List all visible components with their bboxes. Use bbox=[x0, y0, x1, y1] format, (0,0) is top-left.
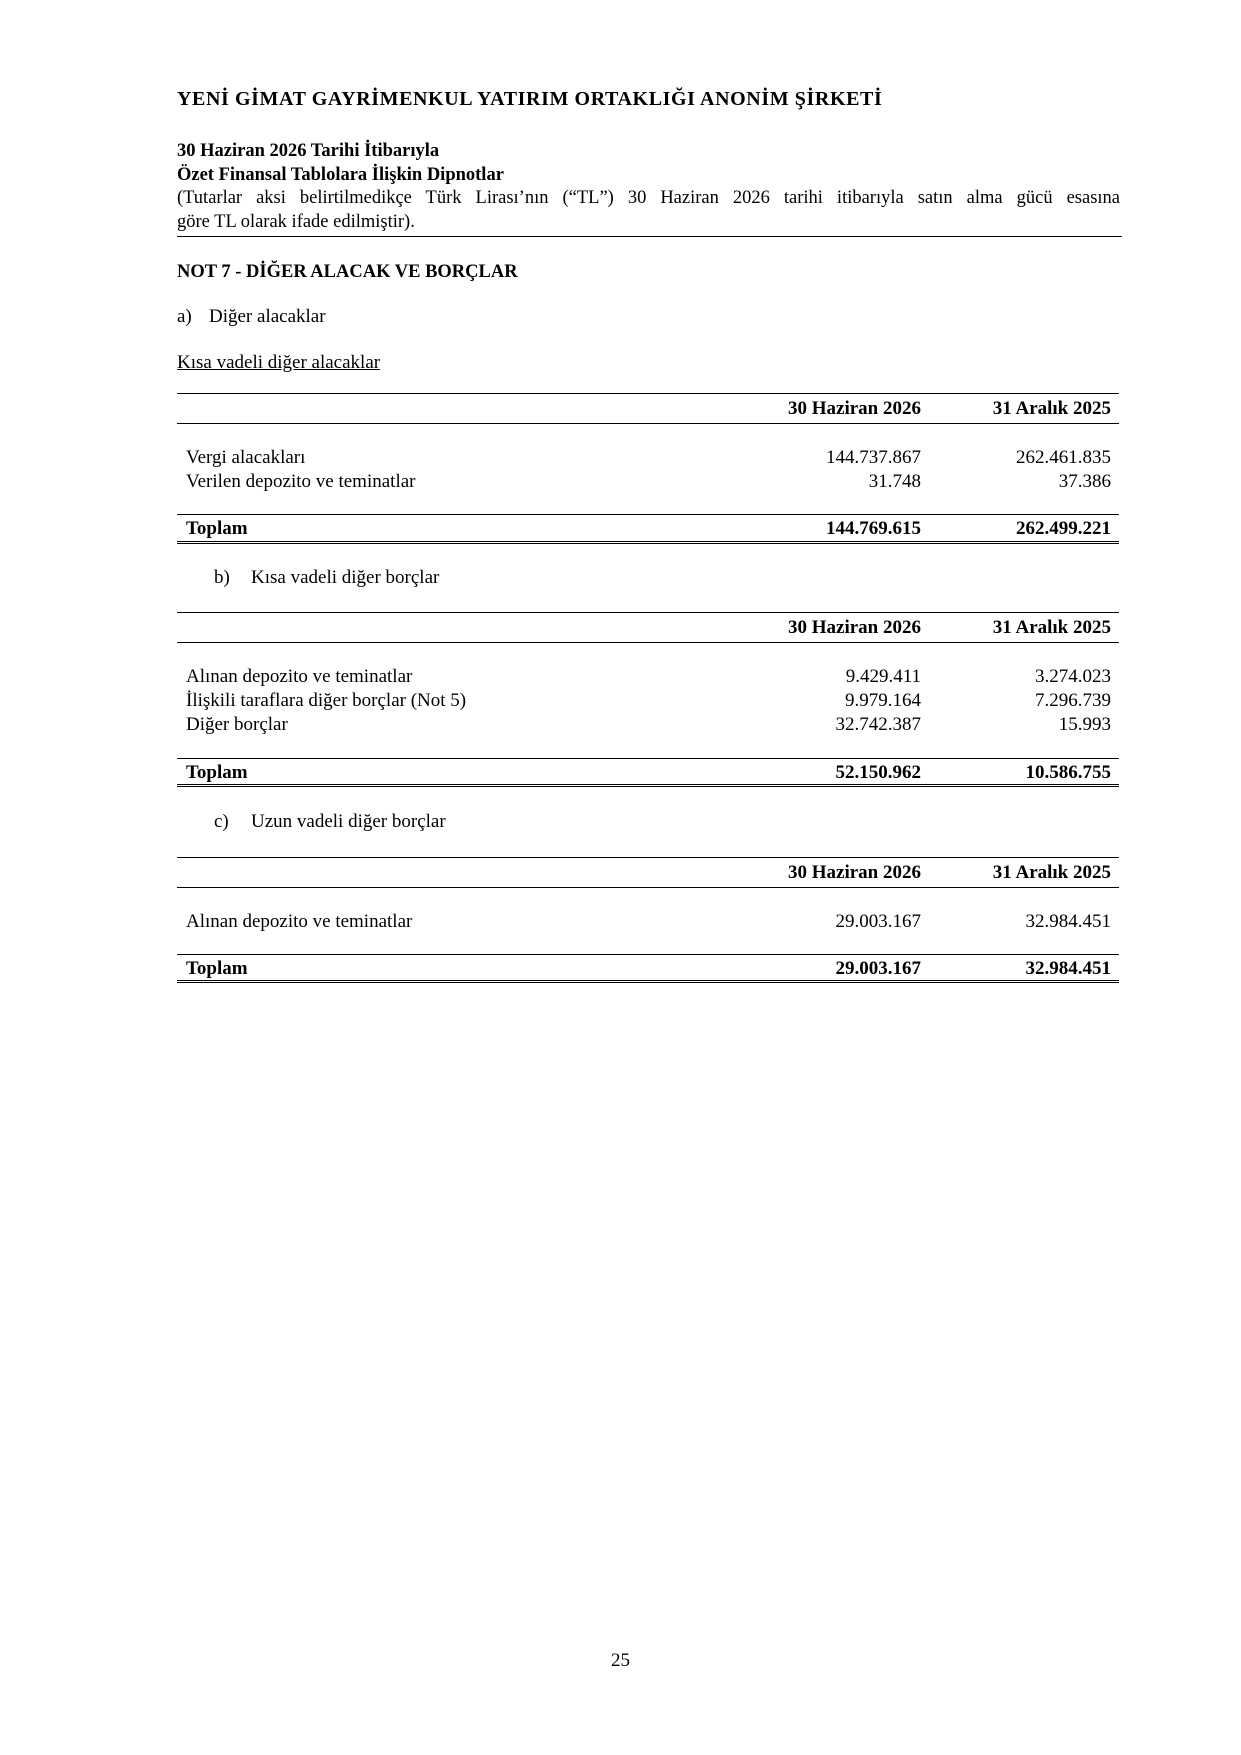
report-date-line: 30 Haziran 2026 Tarihi İtibarıyla bbox=[177, 141, 440, 161]
total-double-rule bbox=[177, 784, 1119, 787]
currency-note-line-2: göre TL olarak ifade edilmiştir). bbox=[177, 212, 415, 232]
row-value-prior: 37.386 bbox=[1058, 471, 1111, 492]
row-value-current: 32.742.387 bbox=[835, 714, 921, 735]
table-top-rule bbox=[177, 393, 1119, 394]
table-header-rule bbox=[177, 642, 1119, 643]
row-label: Vergi alacakları bbox=[186, 447, 306, 468]
total-value-prior: 10.586.755 bbox=[1025, 762, 1111, 783]
column-header-prior: 31 Aralık 2025 bbox=[992, 398, 1111, 419]
table-short-term-other-receivables bbox=[177, 393, 1119, 543]
row-value-current: 29.003.167 bbox=[835, 911, 921, 932]
column-header-prior: 31 Aralık 2025 bbox=[992, 862, 1111, 883]
total-top-rule bbox=[177, 954, 1119, 955]
total-label: Toplam bbox=[186, 518, 248, 539]
total-value-prior: 262.499.221 bbox=[1016, 518, 1111, 539]
total-top-rule bbox=[177, 758, 1119, 759]
column-header-current: 30 Haziran 2026 bbox=[788, 617, 921, 638]
row-value-current: 9.429.411 bbox=[845, 666, 921, 687]
section-a-letter: a) bbox=[177, 306, 192, 327]
section-b-title: Kısa vadeli diğer borçlar bbox=[251, 567, 440, 588]
total-value-current: 52.150.962 bbox=[835, 762, 921, 783]
currency-note-line-1: (Tutarlar aksi belirtilmedikçe Türk Lirası’nın (“TL”) 30 Haziran 2026 tarihi itibarıyla satın alma gücü esasına bbox=[177, 188, 1120, 208]
total-double-rule bbox=[177, 980, 1119, 983]
row-value-current: 144.737.867 bbox=[826, 447, 921, 468]
table-top-rule bbox=[177, 612, 1119, 613]
total-label: Toplam bbox=[186, 958, 248, 979]
column-header-current: 30 Haziran 2026 bbox=[788, 398, 921, 419]
row-label: Verilen depozito ve teminatlar bbox=[186, 471, 416, 492]
section-b-letter: b) bbox=[214, 567, 230, 588]
table-header-rule bbox=[177, 887, 1119, 888]
report-subtitle: Özet Finansal Tablolara İlişkin Dipnotlar bbox=[177, 165, 504, 185]
row-value-prior: 15.993 bbox=[1058, 714, 1111, 735]
table-long-term-other-payables bbox=[177, 857, 1119, 987]
section-a-subtitle: Kısa vadeli diğer alacaklar bbox=[177, 352, 381, 373]
total-label: Toplam bbox=[186, 762, 248, 783]
total-top-rule bbox=[177, 514, 1119, 515]
section-a-title: Diğer alacaklar bbox=[209, 306, 326, 327]
row-value-current: 9.979.164 bbox=[845, 690, 921, 711]
row-label: Alınan depozito ve teminatlar bbox=[186, 666, 413, 687]
total-value-prior: 32.984.451 bbox=[1025, 958, 1111, 979]
total-value-current: 144.769.615 bbox=[826, 518, 921, 539]
row-value-current: 31.748 bbox=[868, 471, 921, 492]
row-value-prior: 3.274.023 bbox=[1035, 666, 1111, 687]
column-header-prior: 31 Aralık 2025 bbox=[992, 617, 1111, 638]
row-value-prior: 262.461.835 bbox=[1016, 447, 1111, 468]
row-value-prior: 32.984.451 bbox=[1025, 911, 1111, 932]
page-number: 25 bbox=[611, 1650, 630, 1671]
company-name: YENİ GİMAT GAYRİMENKUL YATIRIM ORTAKLIĞI ANONİM ŞİRKETİ bbox=[177, 88, 883, 110]
total-double-rule bbox=[177, 541, 1119, 544]
row-label: Diğer borçlar bbox=[186, 714, 288, 735]
row-label: İlişkili taraflara diğer borçlar (Not 5) bbox=[186, 690, 467, 711]
column-header-current: 30 Haziran 2026 bbox=[788, 862, 921, 883]
section-c-title: Uzun vadeli diğer borçlar bbox=[251, 811, 446, 832]
table-header-rule bbox=[177, 423, 1119, 424]
row-value-prior: 7.296.739 bbox=[1035, 690, 1111, 711]
note-title: NOT 7 - DİĞER ALACAK VE BORÇLAR bbox=[177, 262, 518, 282]
total-value-current: 29.003.167 bbox=[835, 958, 921, 979]
table-short-term-other-payables bbox=[177, 612, 1119, 787]
section-c-letter: c) bbox=[214, 811, 229, 832]
row-label: Alınan depozito ve teminatlar bbox=[186, 911, 413, 932]
header-divider bbox=[177, 236, 1122, 237]
table-top-rule bbox=[177, 857, 1119, 858]
